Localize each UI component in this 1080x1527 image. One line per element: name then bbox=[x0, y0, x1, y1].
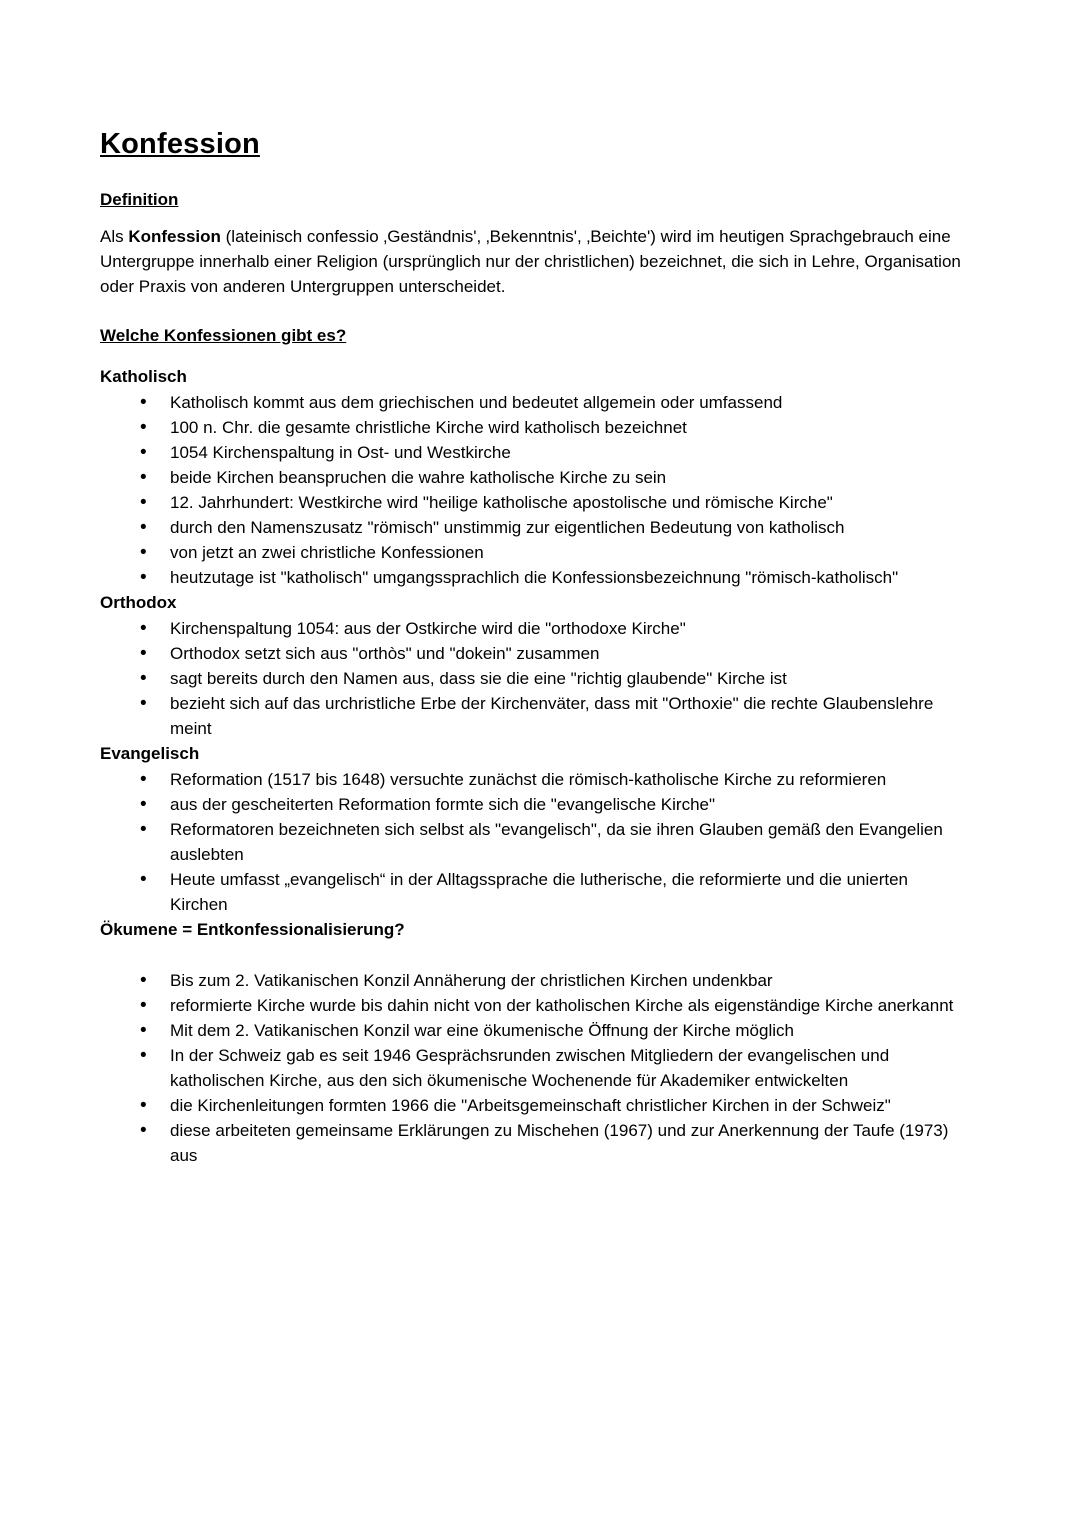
bullet-item: • 100 n. Chr. die gesamte christliche Kirche wird katholisch bezeichnet bbox=[100, 415, 968, 440]
bullet-item: • Reformatoren bezeichneten sich selbst als "evangelisch", da sie ihren Glauben gemäß den Evangelien auslebten bbox=[100, 817, 968, 867]
bullet-item: • von jetzt an zwei christliche Konfessionen bbox=[100, 540, 968, 565]
bullet-list-evangelisch bbox=[100, 767, 968, 917]
bullet-item: • Mit dem 2. Vatikanischen Konzil war eine ökumenische Öffnung der Kirche möglich bbox=[100, 1018, 968, 1043]
bullet-item: • durch den Namenszusatz "römisch" unstimmig zur eigentlichen Bedeutung von katholisch bbox=[100, 515, 968, 540]
page-title: Konfession bbox=[100, 128, 260, 160]
bullet-item: • reformierte Kirche wurde bis dahin nicht von der katholischen Kirche als eigenständige Kirche anerkannt bbox=[100, 993, 968, 1018]
bullet-item: • Kirchenspaltung 1054: aus der Ostkirche wird die "orthodoxe Kirche" bbox=[100, 616, 968, 641]
bullet-item: • Katholisch kommt aus dem griechischen und bedeutet allgemein oder umfassend bbox=[100, 390, 968, 415]
bullet-item: • bezieht sich auf das urchristliche Erbe der Kirchenväter, dass mit "Orthoxie" die rechte Glaubenslehre meint bbox=[100, 691, 968, 741]
bullet-list-oekumene bbox=[100, 968, 968, 1168]
bullet-item: • Heute umfasst „evangelisch“ in der Alltagssprache die lutherische, die reformierte und die unierten Kirchen bbox=[100, 867, 968, 917]
bullet-item: • 1054 Kirchenspaltung in Ost- und Westkirche bbox=[100, 440, 968, 465]
section-heading-evangelisch: Evangelisch bbox=[100, 744, 200, 763]
bullet-list-orthodox bbox=[100, 616, 968, 741]
bullet-item: • Orthodox setzt sich aus "orthòs" und "dokein" zusammen bbox=[100, 641, 968, 666]
section-heading-orthodox: Orthodox bbox=[100, 593, 177, 612]
definition-term-bold: Konfession bbox=[128, 227, 221, 246]
section-heading-oekumene: Ökumene = Entkonfessionalisierung? bbox=[100, 920, 405, 939]
bullet-item: • heutzutage ist "katholisch" umgangssprachlich die Konfessionsbezeichnung "römisch-katholisch" bbox=[100, 565, 968, 590]
bullet-item: • sagt bereits durch den Namen aus, dass sie die eine "richtig glaubende" Kirche ist bbox=[100, 666, 968, 691]
definition-heading: Definition bbox=[100, 190, 179, 209]
bullet-item: • diese arbeiteten gemeinsame Erklärungen zu Mischehen (1967) und zur Anerkennung der Taufe (1973) aus bbox=[100, 1118, 968, 1168]
bullet-item: • beide Kirchen beanspruchen die wahre katholische Kirche zu sein bbox=[100, 465, 968, 490]
bullet-item: • aus der gescheiterten Reformation formte sich die "evangelische Kirche" bbox=[100, 792, 968, 817]
bullet-item: • 12. Jahrhundert: Westkirche wird "heilige katholische apostolische und römische Kirche" bbox=[100, 490, 968, 515]
bullet-item: • Bis zum 2. Vatikanischen Konzil Annäherung der christlichen Kirchen undenkbar bbox=[100, 968, 968, 993]
question-heading: Welche Konfessionen gibt es? bbox=[100, 326, 347, 345]
bullet-list-katholisch bbox=[100, 390, 968, 590]
section-heading-katholisch: Katholisch bbox=[100, 367, 187, 386]
bullet-item: • Reformation (1517 bis 1648) versuchte zunächst die römisch-katholische Kirche zu reformieren bbox=[100, 767, 968, 792]
definition-text-prefix: Als bbox=[100, 227, 129, 246]
definition-paragraph bbox=[100, 224, 968, 299]
definition-text-rest: (lateinisch confessio ‚Geständnis', ‚Bekenntnis', ‚Beichte') wird im heutigen Sprachgebrauch eine Untergruppe innerhalb einer Religion (ursprünglich nur der christlichen) bezeichnet, die sich in Lehre, Organisation oder Praxis von anderen Untergruppen unterscheidet. bbox=[100, 227, 961, 296]
bullet-item: • In der Schweiz gab es seit 1946 Gesprächsrunden zwischen Mitgliedern der evangelischen und katholischen Kirche, aus den sich ökumenische Wochenende für Akademiker entwickelten bbox=[100, 1043, 968, 1093]
bullet-item: • die Kirchenleitungen formten 1966 die "Arbeitsgemeinschaft christlicher Kirchen in der Schweiz" bbox=[100, 1093, 968, 1118]
